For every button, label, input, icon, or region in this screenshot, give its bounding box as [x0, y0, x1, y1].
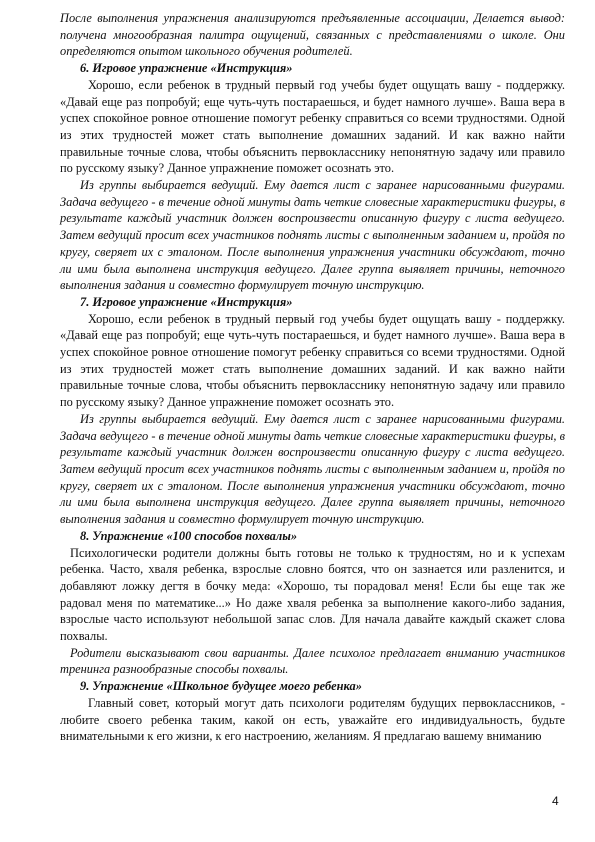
exercise-instruction-paragraph-7: Из группы выбирается ведущий. Ему дается лист с заранее нарисованными фигурами. Задача ведущего - в течение одной минуты дать четкие словесные характеристики фигуры, в результате каждый участник должен воспроизвести описанную фигуру с листа ведущего. Затем ведущий просит всех участников поднять листы с выполненным заданием и, пройдя по кругу, сверяет их с эталоном. После выполнения упражнения участники обсуждают, точно ли ими была выполнена инструкция ведущего. Далее группа выявляет причины, неточного выполнения задания и совместно формулирует точную инструкцию. — [60, 411, 565, 527]
support-paragraph-6: Хорошо, если ребенок в трудный первый год учебы будет ощущать вашу - поддержку. «Давай еще раз попробуй; еще чуть-чуть постараешься, и будет намного лучше». Ваша вера в успех спокойное ровное отношение помогут ребенку справиться со всеми трудностями. Одной из этих трудностей может стать выполнение домашних заданий. И как важно найти правильные точные слова, чтобы объяснить первокласснику непонятную задачу или правило по русскому языку? Данное упражнение поможет осознать это. — [60, 77, 565, 176]
section-heading-7: 7. Игровое упражнение «Инструкция» — [80, 294, 293, 309]
main-advice-paragraph: Главный совет, который могут дать психологи родителям будущих первоклассников, - любите своего ребенка таким, какой он есть, уважайте его индивидуальность, будьте внимательными к его жизни, к его настроению, желаниям. Я предлагаю вашему вниманию — [60, 695, 565, 744]
praise-paragraph: Психологически родители должны быть готовы не только к трудностям, но и к успехам ребенка. Часто, хваля ребенка, взрослые словно боятся, что он зазнается или разленится, и добавляют ложку дегтя в бочку меда: «Хорошо, ты порадовал меня! Если бы еще так же радовал меня по математике...» Но даже хваля ребенка за выполнение какого-либо задания, взрослые часто используют небольшой запас слов. Для начала давайте каждый скажет слова похвалы. — [60, 545, 565, 644]
document-page — [60, 10, 565, 745]
section-heading-9: 9. Упражнение «Школьное будущее моего ребенка» — [80, 679, 362, 694]
association-analysis-paragraph: После выполнения упражнения анализируются предъявленные ассоциации, Делается вывод: получена многообразная палитра ощущений, связанных с представлениями о школе. Они определяются опытом школьного обучения родителей. — [60, 11, 565, 59]
section-heading-8: 8. Упражнение «100 способов похвалы» — [80, 528, 298, 543]
support-paragraph-7: Хорошо, если ребенок в трудный первый год учебы будет ощущать вашу - поддержку. «Давай еще раз попробуй; еще чуть-чуть постараешься, и будет намного лучше». Ваша вера в успех спокойное ровное отношение помогут ребенку справиться со всеми трудностями. Одной из этих трудностей может стать выполнение домашних заданий. И как важно найти правильные точные слова, чтобы объяснить первокласснику непонятную задачу или правило по русскому языку? Данное упражнение поможет осознать это. — [60, 311, 565, 410]
section-heading-6: 6. Игровое упражнение «Инструкция» — [80, 61, 293, 76]
exercise-instruction-paragraph-6: Из группы выбирается ведущий. Ему дается лист с заранее нарисованными фигурами. Задача ведущего - в течение одной минуты дать четкие словесные характеристики фигуры, в результате каждый участник должен воспроизвести описанную фигуру с листа ведущего. Затем ведущий просит всех участников поднять листы с выполненным заданием и, пройдя по кругу, сверяет их с эталоном. После выполнения упражнения участники обсуждают, точно ли ими была выполнена инструкция ведущего. Далее группа выявляет причины, неточного выполнения задания и совместно формулирует точную инструкцию. — [60, 178, 565, 293]
parents-variants-paragraph: Родители высказывают свои варианты. Далее психолог предлагает вниманию участников тренинга разнообразные способы похвалы. — [60, 645, 565, 677]
page-number: 4 — [552, 794, 559, 808]
